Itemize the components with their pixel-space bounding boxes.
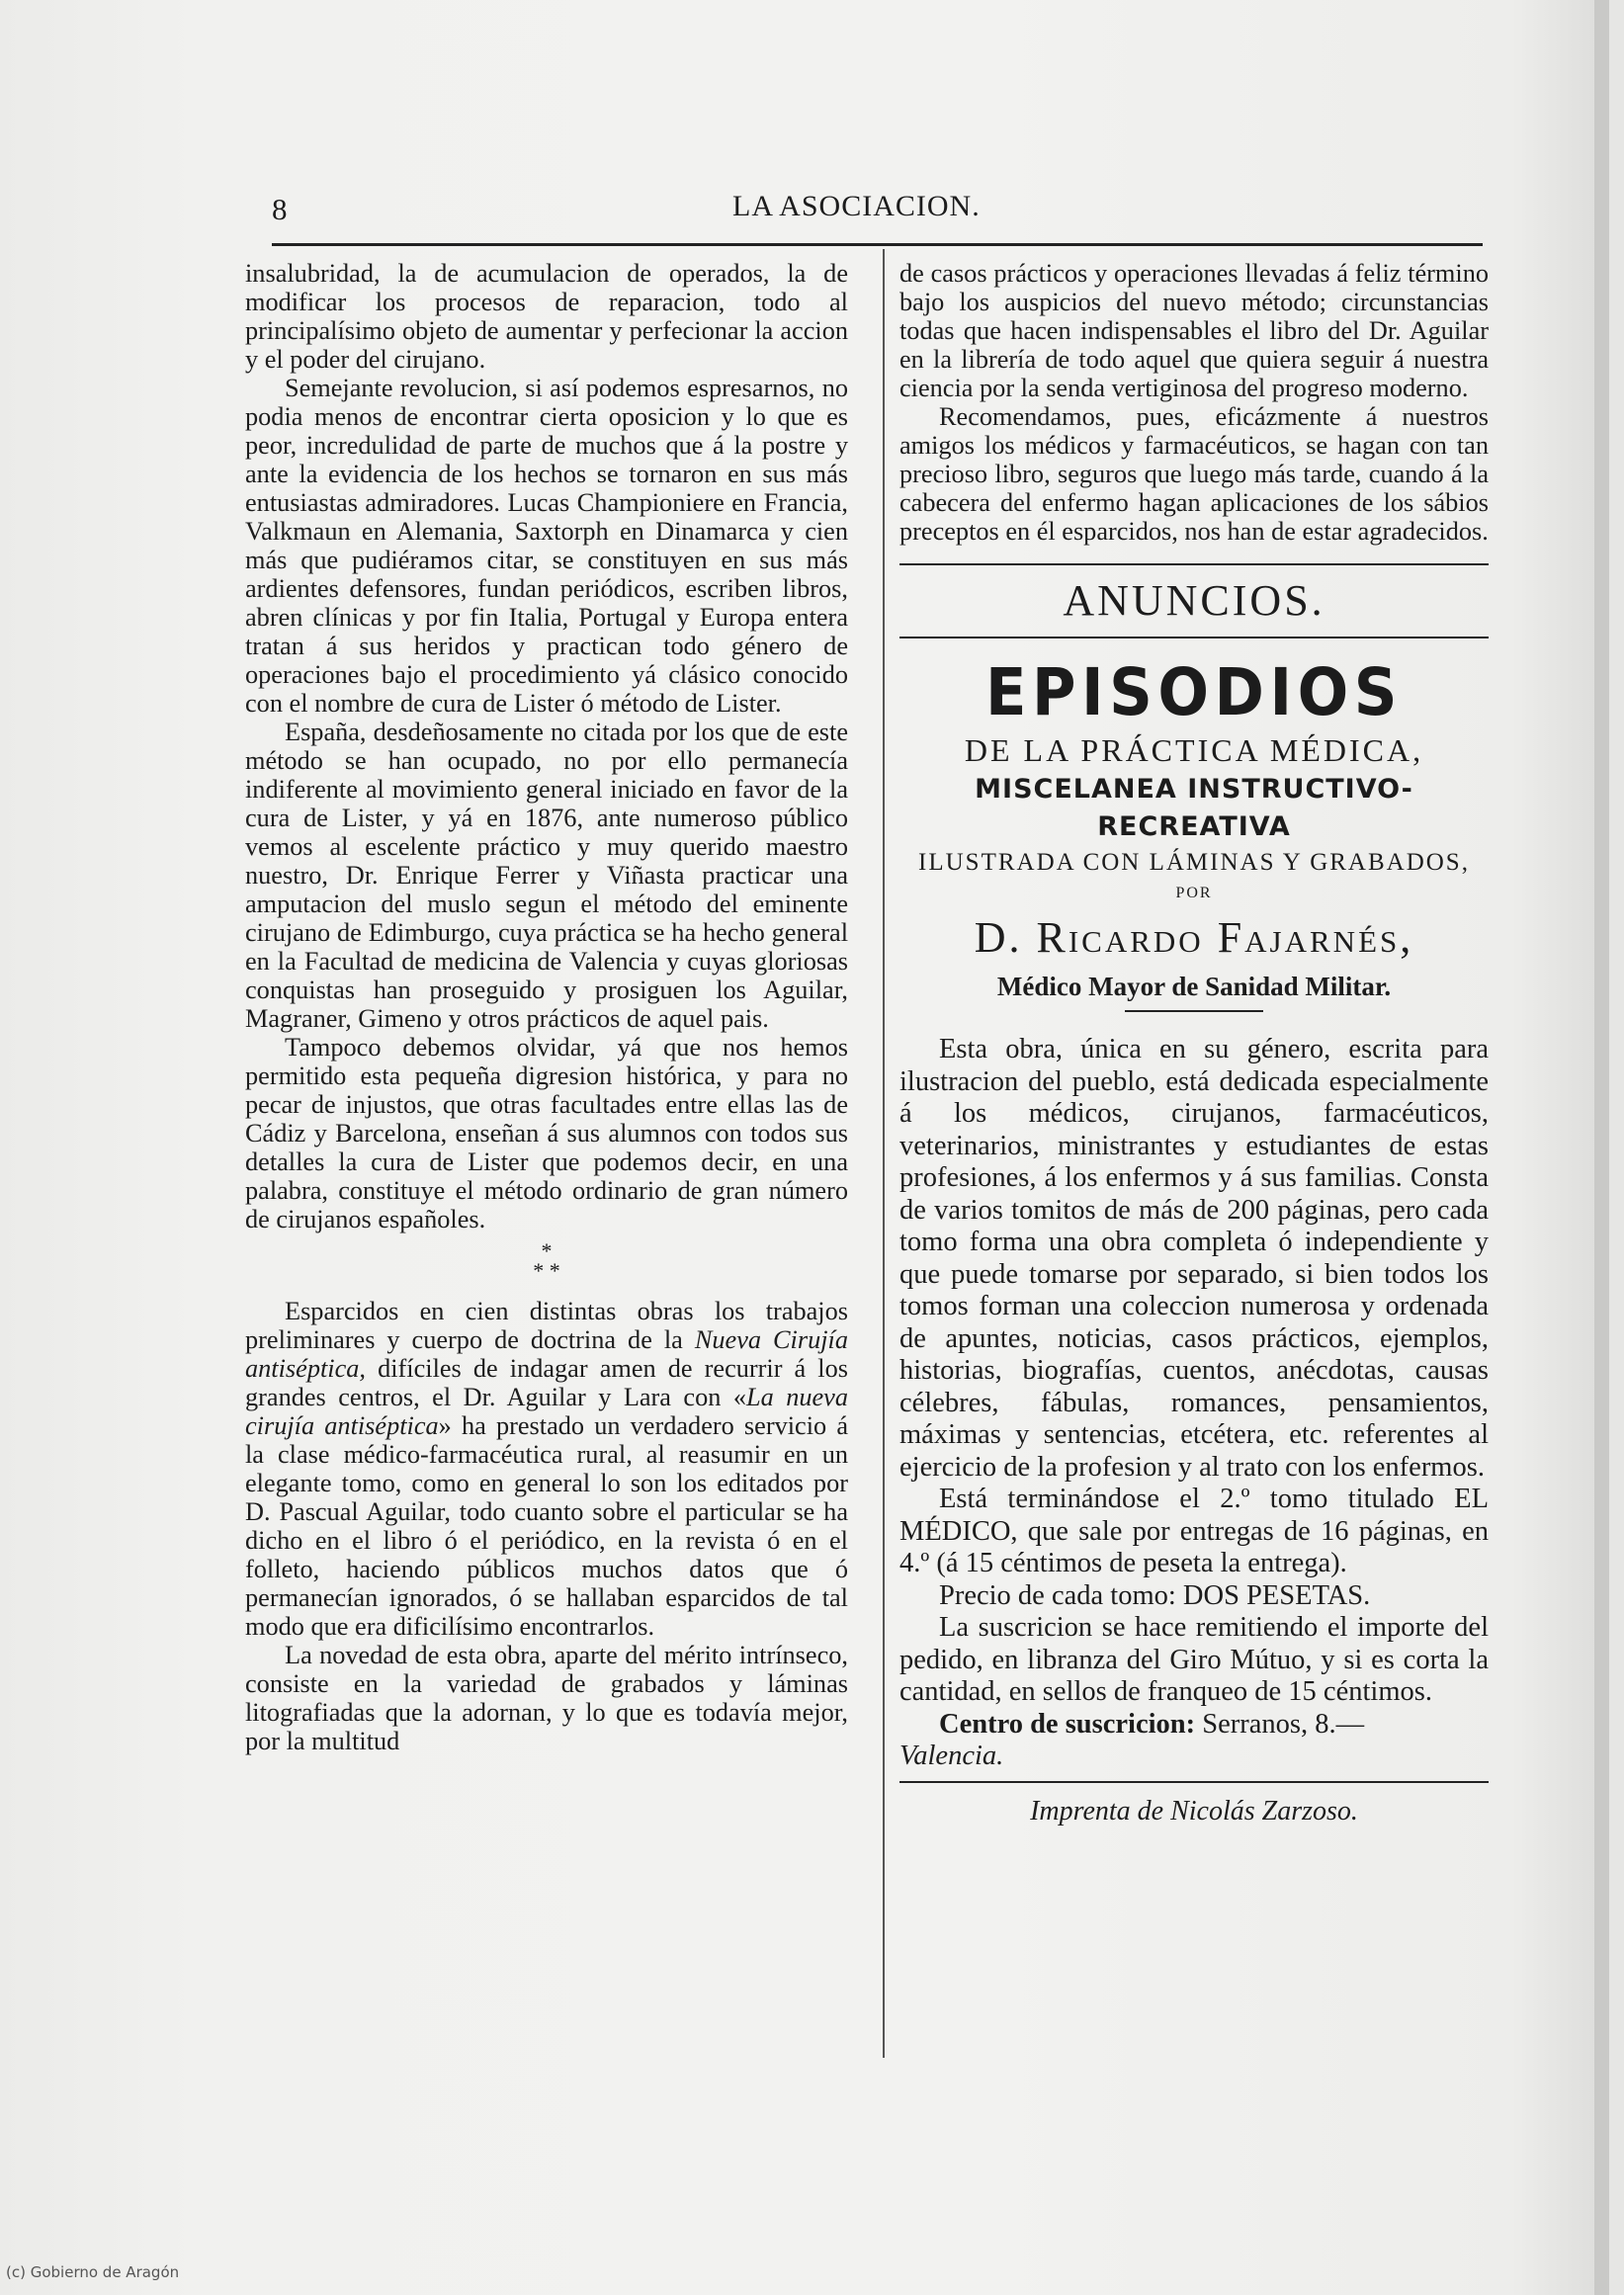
star-top: * (541, 1238, 553, 1263)
publication-title: LA ASOCIACION. (732, 190, 981, 222)
ad-title: EPISODIOS (985, 654, 1403, 730)
rule (899, 637, 1489, 638)
advertisement (899, 656, 1489, 1012)
anuncios-heading: ANUNCIOS. (1063, 576, 1325, 625)
rule (899, 563, 1489, 565)
printer-credit: Imprenta de Nicolás Zarzoso. (1030, 1795, 1358, 1827)
paragraph: insalubridad, la de acumulacion de operados, la de modificar los procesos de reparacion, todo al principalísimo objeto de aumentar y perfecionar la accion y el poder del cirujano. (245, 259, 848, 374)
section-divider-stars (245, 1238, 848, 1283)
paragraph: La novedad de esta obra, aparte del mérito intrínseco, consiste en la variedad de grabados y láminas litografiadas que la adornan, y lo que es todavía mejor, por la multitud (245, 1641, 848, 1755)
subscription-label: Centro de suscricion: (939, 1708, 1196, 1740)
ad-author: D. Ricardo Fajarnés, (974, 913, 1414, 962)
paragraph: de casos prácticos y operaciones llevadas á feliz término bajo los auspicios del nuevo método; circunstancias todas que hacen indispensables el libro del Dr. Aguilar en la librería de todo aquel que quiera seguir á nuestra ciencia por la senda vertiginosa del progreso moderno. (899, 259, 1489, 402)
emphasis: Nueva Cirujía antiséptica, (245, 1325, 848, 1383)
ad-body: La suscricion se hace remitiendo el importe del pedido, en libranza del Giro Mútuo, y si es corta la cantidad, en sellos de franqueo de 15 céntimos. (899, 1612, 1489, 1707)
page-number: 8 (272, 192, 288, 226)
emphasis: La nueva cirujía antiséptica (245, 1383, 849, 1440)
rule (899, 1781, 1489, 1783)
ad-subscription (899, 1709, 1489, 1742)
ad-body: Está terminándose el 2.º tomo titulado EL MÉDICO, que sale por entregas de 16 páginas, en 4.º (á 15 céntimos de peseta la entrega). (899, 1484, 1489, 1578)
right-column (899, 259, 1489, 1826)
rule (1125, 1010, 1263, 1012)
ad-line: ILUSTRADA CON LÁMINAS Y GRABADOS, (918, 849, 1470, 876)
column-divider (883, 249, 885, 2058)
ad-subtitle: DE LA PRÁCTICA MÉDICA, (964, 732, 1424, 768)
ad-city: Valencia. (899, 1741, 1004, 1771)
ad-author-role: Médico Mayor de Sanidad Militar. (996, 972, 1392, 1001)
paragraph: España, desdeñosamente no citada por los que de este método se han ocupado, no por ello permanecía indiferente al movimiento general iniciado en favor de la cura de Lister, y yá en 1876, ante numeroso público vemos al escelente práctico y muy querido maestro nuestro, Dr. Enrique Ferrer y Viñasta practicar una amputacion del muslo segun el método del eminente cirujano de Edimburgo, cuya práctica se ha hecho general en la Facultad de medicina de Valencia y cuyas gloriosas conquistas han proseguido y prosiguen los Aguilar, Magraner, Gimeno y otros prácticos de aquel pais. (245, 718, 848, 1033)
page-edge (1594, 0, 1609, 2295)
star-bottom: * * (533, 1258, 560, 1283)
paragraph: Semejante revolucion, si así podemos espresarnos, no podia menos de encontrar cierta oposicion y lo que es peor, incredulidad de parte de muchos que á la postre y ante la evidencia de los hechos se tornaron en sus más entusiastas admiradores. Lucas Championiere en Francia, Valkmaun en Alemania, Saxtorph en Dinamarca y cien más que pudiéramos citar, se constituyen en sus más ardientes defensores, fundan periódicos, escriben libros, abren clínicas y por fin Italia, Portugal y Europa entera tratan á sus heridos y practican todo género de operaciones bajo el procedimiento yá clásico conocido con el nombre de cura de Lister ó método de Lister. (245, 374, 848, 718)
copyright-credit: (c) Gobierno de Aragón (6, 2263, 180, 2281)
subscription-address: Serranos, 8.— (1195, 1708, 1365, 1740)
paragraph: Tampoco debemos olvidar, yá que nos hemos permitido esta pequeña digresion histórica, y para no pecar de injustos, que otras facultades entre ellas las de Cádiz y Barcelona, enseñan á sus alumnos con todos sus detalles la cura de Lister que podemos decir, en una palabra, constituye el método ordinario de gran número de cirujanos españoles. (245, 1033, 848, 1233)
page-header (272, 188, 1483, 246)
paragraph: Esparcidos en cien distintas obras los trabajos preliminares y cuerpo de doctrina de la Nueva Cirujía antiséptica, difíciles de indagar amen de recurrir á los grandes centros, el Dr. Aguilar y Lara con «La nueva cirujía antiséptica» ha prestado un verdadero servicio á la clase médico-farmacéutica rural, al reasumir en un elegante tomo, como en general lo son los editados por D. Pascual Aguilar, todo cuanto sobre el particular se ha dicho en el libro ó el periódico, en la revista ó en el folleto, haciendo públicos muchos datos que ó permanecían ignorados, ó se hallaban esparcidos de tal modo que era dificilísimo encontrarlos. (245, 1297, 849, 1641)
paragraph: Recomendamos, pues, eficázmente á nuestros amigos los médicos y farmacéuticos, se hagan con tan precioso libro, seguros que luego más tarde, cuando á la cabecera del enfermo hagan aplicaciones de los sábios preceptos en él esparcidos, nos han de estar agradecidos. (899, 402, 1489, 546)
ad-por: POR (1175, 885, 1213, 901)
ad-price: Precio de cada tomo: DOS PESETAS. (939, 1579, 1371, 1611)
ad-body: Esta obra, única en su género, escrita para ilustracion del pueblo, está dedicada especialmente á los médicos, cirujanos, farmacéuticos, veterinarios, ministrantes y estudiantes de estas profesiones, á los enfermos y á sus familias. Consta de varios tomitos de más de 200 páginas, pero cada tomo forma una obra completa ó independiente y que puede tomarse por separado, si bien todos los tomos forman una coleccion numerosa y ordenada de apuntes, noticias, casos prácticos, ejemplos, historias, biografías, cuentos, anécdotas, causas célebres, fábulas, romances, pensamientos, máximas y sentencias, etcétera, etc. referentes al ejercicio de la profesion y al trato con los enfermos. (899, 1034, 1489, 1483)
left-column (245, 259, 848, 1755)
ad-line: MISCELANEA INSTRUCTIVO-RECREATIVA (975, 774, 1413, 842)
